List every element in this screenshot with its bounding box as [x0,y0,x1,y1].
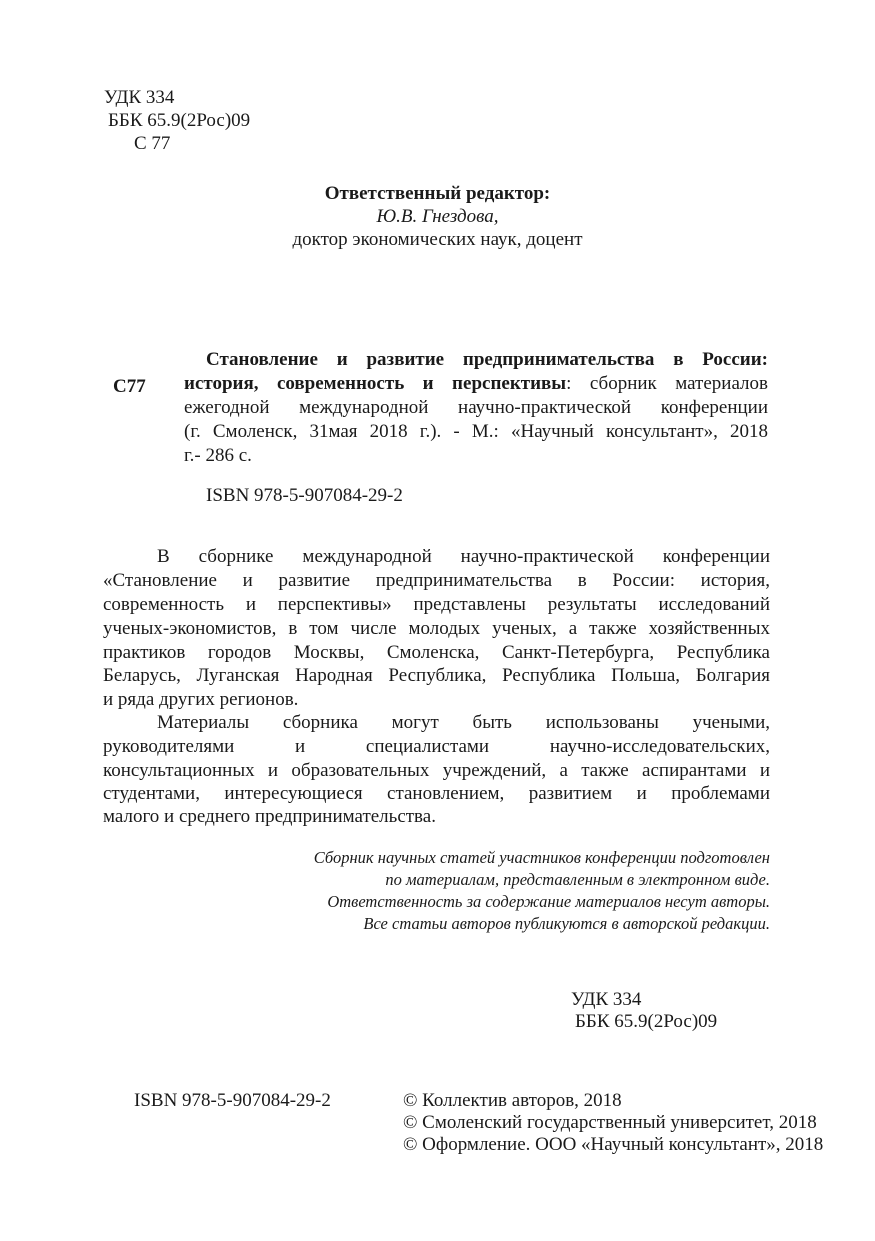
abstract-p2-line: Материалы сборника могут быть использованы учеными, [157,712,770,733]
author-mark-top: С 77 [134,133,171,154]
editor-name: Ю.В. Гнездова, [376,206,499,227]
udk-code-top: УДК 334 [104,87,175,108]
annotation-code: С77 [113,376,146,397]
abstract-p1-line: практиков городов Москвы, Смоленска, Санкт-Петербурга, Республика [103,642,770,663]
abstract-p1-line: «Становление и развитие предпринимательства в России: история, [103,570,770,591]
publication-note: Сборник научных статей участников конференции подготовлен [313,848,770,867]
publication-note: Ответственность за содержание материалов несут авторы. [327,892,770,911]
abstract-p1-line: современность и перспективы» представлены результаты исследований [103,594,770,615]
udk-code-bottom: УДК 334 [571,989,642,1010]
abstract-p2-line: руководителями и специалистами научно-исследовательских, [103,736,770,757]
footer-isbn: ISBN 978-5-907084-29-2 [134,1090,331,1111]
abstract-p2-line: консультационных и образовательных учреждений, а также аспирантами и [103,760,770,781]
abstract-p1-line: Беларусь, Луганская Народная Республика, Республика Польша, Болгария [103,665,770,686]
abstract-p1-line: ученых-экономистов, в том числе молодых ученых, а также хозяйственных [103,618,770,639]
copyright-line: © Смоленский государственный университет, 2018 [403,1112,817,1133]
bbk-code-top: ББК 65.9(2Рос)09 [108,110,251,131]
copyright-line: © Коллектив авторов, 2018 [403,1090,622,1111]
abstract-p2-line: малого и среднего предпринимательства. [103,806,436,827]
abstract-p1-line: В сборнике международной научно-практической конференции [157,546,770,567]
publication-note: по материалам, представленным в электронном виде. [385,870,770,889]
editor-heading: Ответственный редактор: [324,183,551,204]
copyright-line: © Оформление. ООО «Научный консультант», 2018 [403,1134,824,1155]
abstract-p1-line: и ряда других регионов. [103,689,299,710]
abstract-p2-line: студентами, интересующиеся становлением, развитием и проблемами [103,783,770,804]
book-title-line2-bold: история, современность и перспективы [184,373,567,394]
book-title-line2-rest: : сборник материалов [566,373,768,394]
book-title-line1: Становление и развитие предпринимательства в России: [206,349,768,370]
annotation-line5: г.- 286 с. [184,445,252,466]
book-title-line2 [184,373,768,395]
editor-degree: доктор экономических наук, доцент [292,229,583,250]
publication-note: Все статьи авторов публикуются в авторской редакции. [363,914,770,933]
bbk-code-bottom: ББК 65.9(2Рос)09 [575,1011,718,1032]
annotation-line4: (г. Смоленск, 31мая 2018 г.). - М.: «Научный консультант», 2018 [184,421,768,442]
annotation-line3: ежегодной международной научно-практической конференции [184,397,768,418]
annotation-isbn: ISBN 978-5-907084-29-2 [206,485,403,506]
